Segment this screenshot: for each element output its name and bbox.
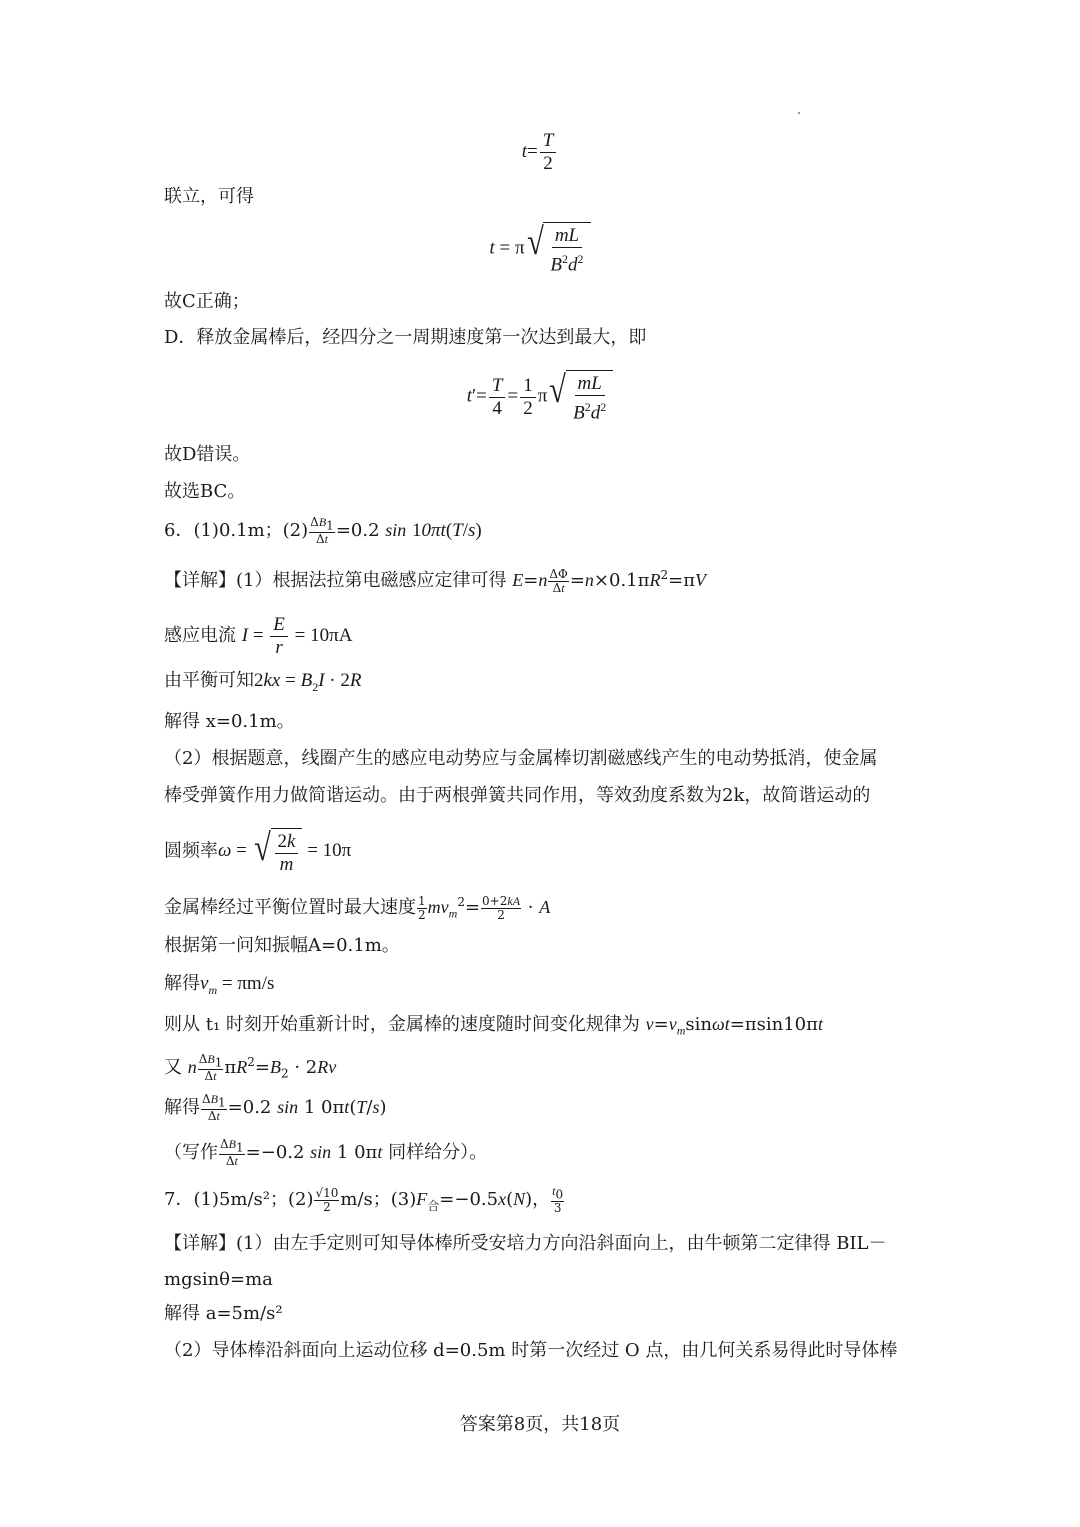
q6-answer: 6．(1)0.1m；(2) $\frac{\Delta B_1}{\Delta t}$ =0.2 sin 10πt(T/s): [164, 515, 482, 547]
text-c-correct: 故C正确；: [164, 291, 250, 312]
q6-detail-faraday: 【详解】(1）根据法拉第电磁感应定律可得 E=n $\frac{\Delta\Phi}{\Delta t}$ $=n\times 0.1\pi R^2=\pi V$: [164, 566, 707, 595]
q6-part2-line2: 棒受弹簧作用力做简谐运动。由于两根弹簧共同作用，等效劲度系数为2k，故简谐运动的: [164, 785, 871, 806]
text-link: 联立，可得: [164, 186, 254, 207]
q6-velocity-law: 则从 t₁ 时刻开始重新计时，金属棒的速度随时间变化规律为 $v=v_m\sin\omega t=\pi\sin 10\pi t$: [164, 1014, 823, 1038]
equation-t-quarter-period: t′= $\frac{T}{4}$ = $\frac{1}{2}$ π √ $\frac{mL}{B^2d^2}$: [0, 370, 1080, 424]
text-d-wrong: 故D错误。: [164, 444, 251, 465]
scan-speck: [798, 112, 800, 114]
q6-max-speed: 金属棒经过平衡位置时最大速度 $\frac{1}{2}$ $mv_m^2=$ $\frac{0+2kA}{2}$ · A: [164, 893, 551, 922]
q6-balance: 由平衡可知$2kx = B_2I \cdot 2R$: [164, 670, 362, 694]
q7-part2: （2）导体棒沿斜面向上运动位移 d=0.5m 时第一次经过 O 点，由几何关系易得此时导体棒: [164, 1340, 898, 1361]
q6-solve-b1: 解得 $\frac{\Delta B_1}{\Delta t}$ =0.2 sin 1 0πt(T/s): [164, 1092, 387, 1124]
q7-answer: 7．(1)5m/s²；(2) $\frac{√10}{2}$ m/s；$(3)F_合=-0.5x(N)$， $\frac{t_0}{3}$: [164, 1184, 564, 1216]
q6-solve-vm: 解得$v_m = \pi m/s$: [164, 973, 275, 997]
equation-t-period: t = π √ $\frac{mL}{B^2d^2}$: [0, 222, 1080, 276]
q6-part2-line1: （2）根据题意，线圈产生的感应电动势应与金属棒切割磁感线产生的电动势抵消，使金属: [164, 748, 878, 769]
q6-induced-current: 感应电流 I = $\frac{E}{r}$ = 10πA: [164, 614, 353, 658]
q7-detail-line2: mgsinθ=ma: [164, 1269, 273, 1290]
q6-amplitude: 根据第一问知振幅A=0.1m。: [164, 935, 400, 956]
q6-alternate: （写作 $\frac{\Delta B_1}{\Delta t}$ =−0.2 sin 1 0πt 同样给分）。: [164, 1137, 488, 1169]
equation-t-half-period: t= $\frac{T}{2}$: [0, 130, 1080, 175]
q6-omega: 圆频率ω = √ $\frac{2k}{m}$ = 10π: [164, 827, 352, 875]
text-d-intro: D．释放金属棒后，经四分之一周期速度第一次达到最大，即: [164, 327, 647, 348]
q7-solve-a: 解得 a=5m/s²: [164, 1303, 283, 1324]
page-footer: 答案第8页，共18页: [459, 1414, 621, 1435]
q7-detail-line1: 【详解】(1）由左手定则可知导体棒所受安培力方向沿斜面向上，由牛顿第二定律得 BIL－: [164, 1233, 887, 1254]
text-select-bc: 故选BC。: [164, 481, 246, 502]
q6-also: 又 n $\frac{\Delta B_1}{\Delta t}$ $\pi R^2=B_2 \cdot 2Rv$: [164, 1051, 337, 1084]
q6-solve-x: 解得 x=0.1m。: [164, 711, 295, 732]
